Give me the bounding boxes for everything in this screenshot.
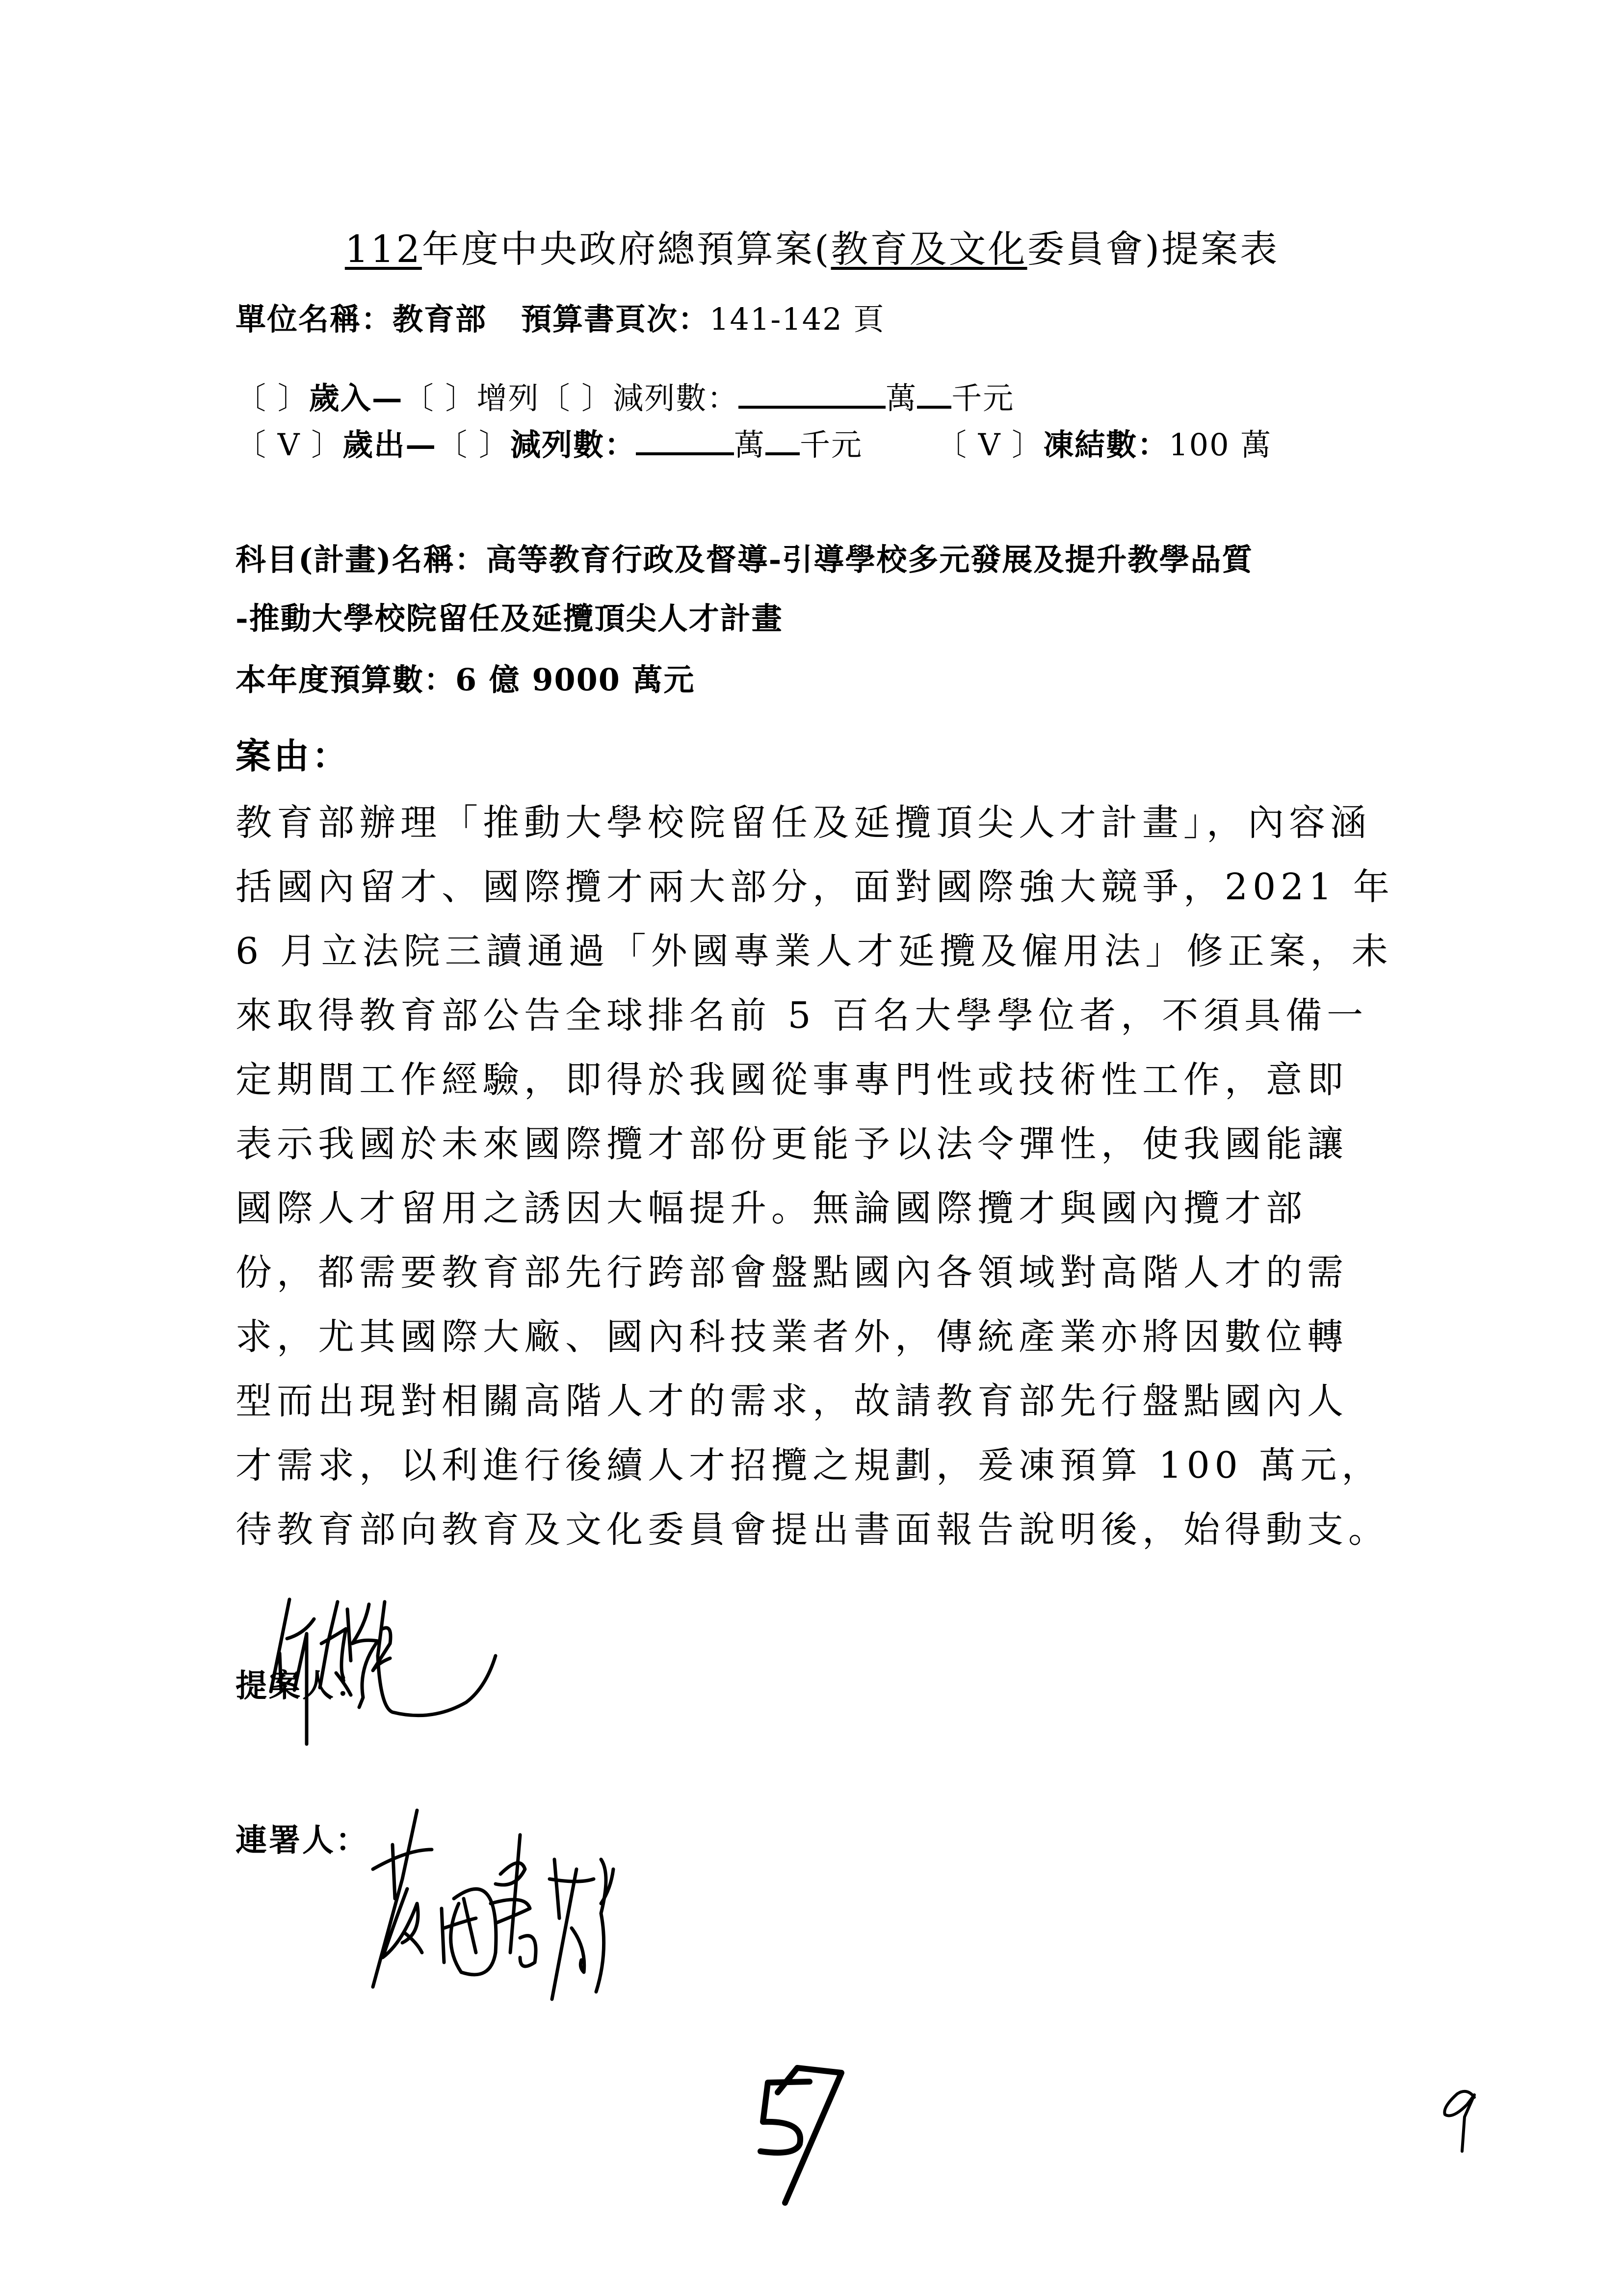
expenditure-label: 歲出— [342,427,437,463]
reason-line: 表示我國於未來國際攬才部份更能予以法令彈性，使我國能讓 [236,1123,1348,1165]
signature-stroke [554,1859,559,1918]
freeze-value: 100 萬 [1169,427,1272,463]
title-post: 委員會)提案表 [1027,227,1280,271]
reason-line: 份，都需要教育部先行跨部會盤點國內各領域對高階人才的需 [236,1252,1348,1294]
page-value: 141-142 頁 [709,301,885,337]
signature-stroke [393,1845,395,1899]
page-label: 預算書頁次： [521,301,710,337]
expenditure-checkbox[interactable]: 〔 V 〕 [236,427,343,463]
signature-stroke [352,1604,378,1707]
revenue-checkbox[interactable]: 〔 〕 [236,380,309,416]
reason-line: 定期間工作經驗，即得於我國從事專門性或技術性工作，意即 [236,1059,1348,1101]
signature-stroke [550,1879,594,1881]
handwritten-corner-number-icon [1444,2091,1474,2151]
revenue-label: 歲入— [309,380,403,416]
proposer-label: 提案人： [236,1668,369,1704]
expenditure-unit-wan: 萬 [733,427,765,463]
title-year: 112 [344,227,422,271]
signature-stroke [510,1835,520,1953]
unit-value: 教育部 [393,301,487,337]
revenue-increase-checkbox[interactable]: 〔 〕 [403,380,477,416]
signature-stroke [287,1619,314,1639]
handwritten-page-number-icon [760,2068,841,2203]
subject-value-1: 高等教育行政及督導-引導學校多元發展及提升教學品質 [486,542,1254,577]
revenue-unit-qian: 千元 [951,380,1015,416]
freeze-checkbox[interactable]: 〔 V 〕 [936,427,1044,463]
revenue-decrease-label: 減列數： [613,380,739,416]
expenditure-unit-qian: 千元 [799,427,863,463]
digit-9 [1444,2091,1474,2151]
expenditure-decrease-checkbox[interactable]: 〔 〕 [437,427,510,463]
subject-label: 科目(計畫)名稱： [236,542,486,577]
signature-stroke [496,1863,525,1885]
freeze-label: 凍結數： [1043,427,1169,463]
cosigner-label: 連署人： [236,1822,369,1859]
revenue-decrease-checkbox[interactable]: 〔 〕 [539,380,613,416]
reason-line: 6 月立法院三讀通過「外國專業人才延攬及僱用法」修正案，未 [236,930,1393,972]
reason-line: 括國內留才、國際攬才兩大部分，面對國際強大競爭，2021 年 [236,866,1394,908]
signature-stroke [280,1653,281,1690]
revenue-increase-label: 增列 [476,380,540,416]
proposer-signature-icon [271,1599,496,1744]
signature-stroke [378,1602,496,1716]
reason-line: 才需求，以利進行後續人才招攬之規劃，爰凍預算 100 萬元， [236,1444,1383,1487]
signature-stroke [596,1859,606,1992]
revenue-unit-wan: 萬 [886,380,917,416]
reason-heading: 案由： [236,735,351,777]
signature-stroke [383,1889,418,1957]
subject-value-2: -推動大學校院留任及延攬頂尖人才計畫 [236,600,783,636]
title-pre: 年度中央政府總預算案( [421,227,831,271]
reason-line: 國際人才留用之誘因大幅提升。無論國際攬才與國內攬才部 [236,1187,1307,1229]
signature-stroke [347,1609,351,1661]
expenditure-decrease-label: 減列數： [510,427,636,463]
digit-7 [778,2068,841,2203]
signature-stroke [373,1850,432,1869]
budget-label: 本年度預算數： [236,662,456,698]
reason-line: 來取得教育部公告全球排名前 5 百名大學學位者，不須具備一 [236,994,1368,1037]
title-committee: 教育及文化 [831,227,1027,271]
reason-line: 型而出現對相關高階人才的需求，故請教育部先行盤點國內人 [236,1380,1348,1422]
signature-stroke [520,1936,536,1966]
signature-stroke [464,1899,476,1953]
signature-stroke [442,1908,444,1962]
cosigner-signature-icon [373,1810,613,1999]
signature-stroke [572,1928,584,1972]
reason-line: 待教育部向教育及文化委員會提出書面報告說明後，始得動支。 [236,1509,1389,1551]
reason-line: 教育部辦理「推動大學校院留任及延攬頂尖人才計畫」，內容涵 [236,802,1371,844]
digit-5 [760,2082,810,2153]
reason-line: 求，尤其國際大廠、國內科技業者外，傳統產業亦將因數位轉 [236,1316,1348,1358]
signature-stroke [451,1889,496,1975]
unit-label: 單位名稱： [236,301,393,337]
budget-value: 6 億 9000 萬元 [455,662,695,698]
signature-stroke [294,1634,307,1690]
